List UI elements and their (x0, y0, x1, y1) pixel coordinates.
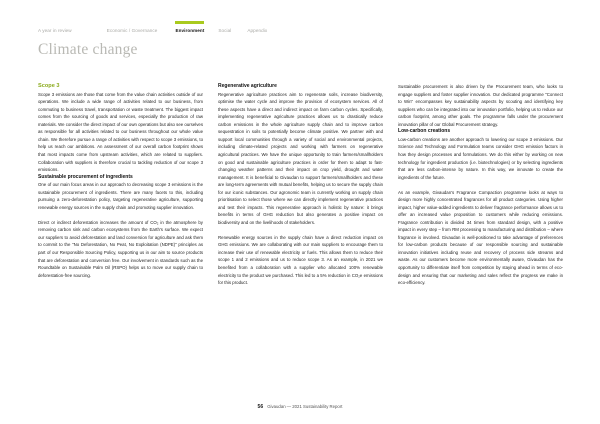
paragraph-scope-3-intro: Scope 3 emissions are those that come from the value chain activities outside of our operations. We include a wide range of activities related to our business, from commuting to business travel, transportation or waste treatment. The biggest impact comes from the sourcing of goods and services, especially the production of raw materials. We consider the direct impact of our own operations but also see ourselves as responsible for all activities related to our business throughout our whole value chain. We therefore pursue a range of activities with respect to scope 3 emissions, to help us reach our ambitions. An assessment of our overall carbon footprint shows that most impacts come from upstream activities, which are related to suppliers. Collaboration with suppliers is therefore crucial to tackling reduction of our scope 3 emissions. (38, 91, 204, 173)
nav-item-environment[interactable] (175, 28, 204, 34)
paragraph-low-carbon-creations: Low-carbon creations are another approach to lowering our scope 3 emissions. Our Science and Technology and Formulation teams consider GHG emission factors in how they design processes and formulations. We do this either by working on new technology for ingredient production (i.e. biotechnologies) or by selecting ingredients that are less carbon-intense by nature. In this way, we innovate to create the ingredients of the future. (398, 136, 563, 180)
heading-regenerative-agriculture: Regenerative agriculture (218, 83, 277, 89)
page-footer (0, 404, 600, 410)
column-1 (38, 83, 203, 287)
nav-item-environment-label: Environment (175, 28, 205, 33)
paragraph-deforestation: Direct or indirect deforestation increases the amount of CO₂ in the atmosphere by removing carbon sink and carbon ecosystems from the Earth's surface. We expect our suppliers to avoid deforestation and land conversion for agriculture and ask them to commit to the "No Deforestation, No Peat, No Exploitation (NDPE)" principles as part of our Responsible Sourcing Policy, supporting us in our aim to source products that are deforestation and conversion free. Our involvement in standards such as the Roundtable on Sustainable Palm Oil (RSPO) helps us to move our supply chain to deforestation-free sourcing. (38, 219, 203, 278)
paragraph-regenerative-agriculture: Regenerative agriculture practices aim to regenerate soils, increase biodiversity, optimise the water cycle and improve the provision of ecosystem services. All of these aspects have a direct and indirect impact on farm carbon cycles. Specifically, implementing regenerative agriculture practices allows us to drastically reduce carbon emissions in the whole agriculture supply chain and to improve carbon sequestration in soils to potentially become climate positive. We partner with and support local communities through a variety of social and environmental projects, including climate-related projects and working with farmers on regenerative agricultural practices. We have the unique opportunity to train farmers/smallholders on good and sustainable agriculture practices in order for them to adapt to fast-changing weather patterns and their impact on crop yield, drought and water management. It is beneficial to Givaudan to support farmers/smallholders and these are long-term agreements with mutual benefits, helping us to secure the supply chain for our iconic substances. Our agronomic team is currently working on supply chain prioritisation to select those where we can directly implement regenerative practices and test their impacts. This regenerative approach is holistic by nature: it brings benefits in terms of GHG reduction but also generates a positive impact on biodiversity and on the livelihoods of stakeholders. (218, 91, 383, 225)
footer-text: Givaudan — 2021 Sustainability Report (267, 404, 343, 409)
heading-scope-3: Scope 3 (38, 83, 60, 89)
column-3 (398, 83, 563, 287)
paragraph-renewable-energy: Renewable energy sources in the supply chain have a direct reduction impact on GHG emissions. We are collaborating with our main suppliers to encourage them to increase their use of renewable electricity or fuels. This allows them to reduce their scope 1 and 2 emissions and us to reduce scope 3. As an example, in 2021 we benefited from a collaboration with a supplier who allocated 100% renewable electricity to the product we purchased. This led to a 5% reduction in CO₂e emissions for this product. (218, 234, 383, 286)
heading-sustainable-procurement-of-ingredients: Sustainable procurement of ingredients (38, 173, 133, 180)
content-columns (38, 83, 564, 287)
column-2 (218, 83, 383, 287)
section-navigation[interactable] (38, 20, 568, 34)
page-title: Climate change (38, 41, 138, 58)
nav-item-a-year-in-review[interactable]: A year in review (38, 28, 72, 33)
nav-item-economic-governance[interactable]: Economic / Governance (106, 28, 158, 33)
heading-low-carbon-creations: Low-carbon creations (398, 128, 451, 135)
active-tab-marker (175, 21, 204, 24)
paragraph-sustainable-procurement: One of our main focus areas in our approach to decreasing scope 3 emissions is the sustainable procurement of ingredients. There are many facets to this, including pursuing a zero-deforestation policy, targeting regenerative agriculture, supporting renewable energy sources in the supply chain and promoting supplier innovation. (38, 182, 203, 210)
page-number: 56 (257, 404, 264, 410)
paragraph-fragrance-compaction: As an example, Givaudan's Fragrance Compaction programme looks at ways to design more highly concentrated fragrances for all product categories. Using higher impact, higher value-added ingredients to deliver fragrance performance allows us to offer an increased value proposition to customers while reducing emissions. Fragrance contribution is divided 34 times from standard design, with a positive impact in every step – from RM processing to manufacturing and distribution – where fragrance is involved. Givaudan is well-positioned to take advantage of preferences for low-carbon products because of our responsible sourcing and sustainable innovation initiatives including reuse and recovery of process side streams and waste. As our customers become more environmentally aware, Givaudan has the opportunity to differentiate itself from competition by staying ahead in terms of eco-design and ensuring that our marketing and sales reflect the progress we make in eco-efficiency. (398, 189, 563, 286)
nav-item-social[interactable]: Social (218, 28, 232, 33)
paragraph-procurement-team: Sustainable procurement is also driven by the Procurement team, who looks to engage suppliers and foster supplier innovation. Our dedicated programme "Connect to Win" encompasses key sustainability aspects by scouting and identifying key suppliers who can be integrated into our innovation portfolio, helping us to reduce our carbon footprint, among other goals. The programme falls under the procurement innovation pillar of our Global Procurement strategy. (398, 84, 563, 127)
nav-item-appendix[interactable]: Appendix (247, 28, 268, 33)
